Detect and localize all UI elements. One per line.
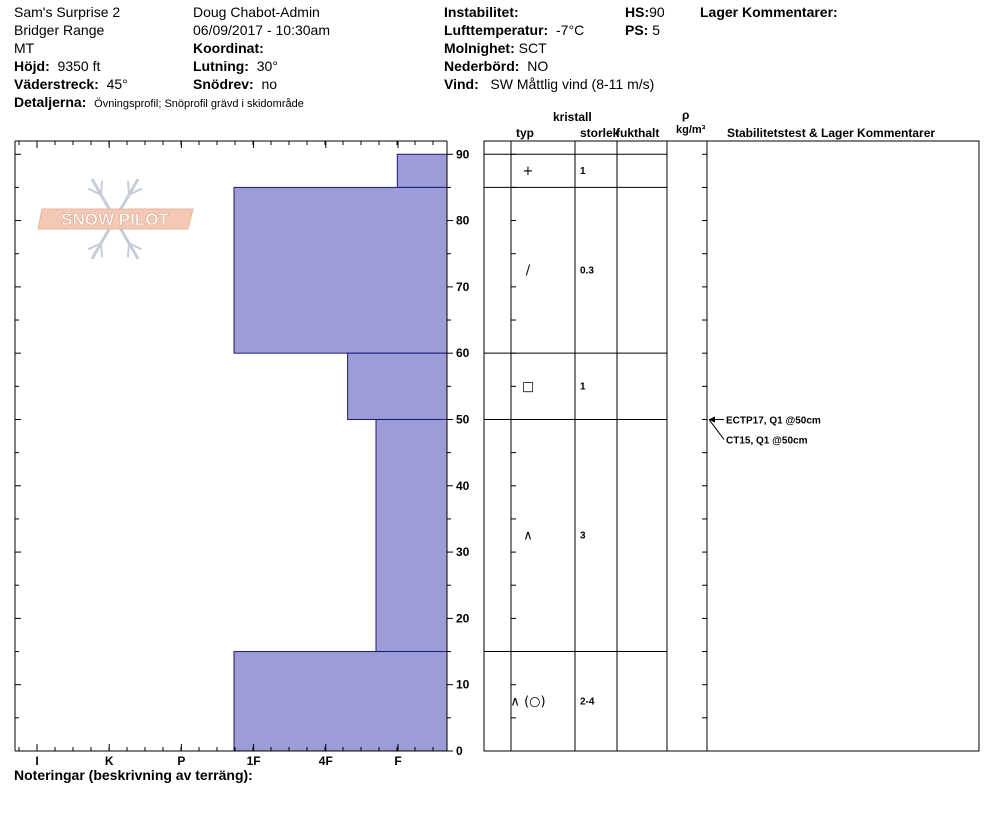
precip-label: Nederbörd: xyxy=(444,58,520,74)
col-density-unit: kg/m³ xyxy=(676,124,706,136)
slope-label: Lutning: xyxy=(193,58,249,74)
details-label: Detaljerna: xyxy=(14,94,87,110)
hardness-tick-label: P xyxy=(177,754,186,768)
hardness-layer-1 xyxy=(397,154,447,187)
hardness-layer-3 xyxy=(348,353,447,419)
stability-test-label: CT15, Q1 @50cm xyxy=(726,435,808,447)
grain-type-5: ∧ (○) xyxy=(510,694,546,710)
air-temp-value: -7°C xyxy=(556,22,585,38)
stability-test-label: ECTP17, Q1 @50cm xyxy=(726,415,821,427)
col-rho: ρ xyxy=(682,108,690,122)
hardness-layer-5 xyxy=(234,652,447,751)
hs-label: HS: xyxy=(625,4,650,20)
grain-size-4: 3 xyxy=(580,530,586,542)
state: MT xyxy=(14,40,35,56)
instability-label: Instabilitet: xyxy=(444,4,519,20)
depth-tick-label: 20 xyxy=(456,611,470,626)
test-pointer xyxy=(709,419,724,439)
elevation-value: 9350 ft xyxy=(57,58,101,74)
col-storlek: storlek xyxy=(580,126,620,140)
hardness-layers xyxy=(234,154,447,751)
hs-value: 90 xyxy=(649,4,665,20)
grain-size-2: 0.3 xyxy=(580,265,594,277)
grain-type-4: ∧ xyxy=(523,528,533,544)
depth-tick-label: 80 xyxy=(456,213,470,228)
stability-tests xyxy=(709,415,821,446)
col-kristall: kristall xyxy=(553,110,592,124)
depth-tick-label: 50 xyxy=(456,412,470,427)
hardness-tick-label: F xyxy=(394,754,402,768)
depth-tick-label: 90 xyxy=(456,147,470,162)
grain-type-3: □ xyxy=(521,379,535,395)
slope-value: 30° xyxy=(256,58,278,74)
details-value: Övningsprofil; Snöprofil grävd i skidområde xyxy=(94,98,304,110)
hardness-tick-label: K xyxy=(104,754,114,768)
grain-size-5: 2-4 xyxy=(580,696,595,708)
ps-value: 5 xyxy=(652,22,661,38)
range-name: Bridger Range xyxy=(14,22,105,38)
datetime: 06/09/2017 - 10:30am xyxy=(193,22,330,38)
aspect-label: Väderstreck: xyxy=(14,76,99,92)
observer: Doug Chabot-Admin xyxy=(193,4,320,20)
ps-label: PS: xyxy=(625,22,649,38)
depth-tick-label: 30 xyxy=(456,545,470,560)
site-name: Sam's Surprise 2 xyxy=(14,4,121,20)
hardness-tick-label: I xyxy=(35,754,39,768)
air-temp-label: Lufttemperatur: xyxy=(444,22,549,38)
depth-tick-label: 40 xyxy=(456,478,470,493)
grain-type-2: / xyxy=(525,263,531,279)
coordinate-label: Koordinat: xyxy=(193,40,264,56)
hardness-tick-label: 4F xyxy=(318,754,333,768)
snowflake-branch xyxy=(101,243,102,257)
depth-tick-label: 10 xyxy=(456,677,470,692)
wind-value: SW Måttlig vind (8-11 m/s) xyxy=(490,76,655,92)
test-arrowhead xyxy=(709,416,715,422)
elevation-label: Höjd: xyxy=(14,58,50,74)
logo-text: SNOW PILOT xyxy=(61,210,169,229)
grain-size-1: 1 xyxy=(580,165,586,177)
hardness-layer-4 xyxy=(376,419,447,651)
snowflake-branch xyxy=(128,181,129,195)
wind-label: Vind: xyxy=(444,76,479,92)
col-stability: Stabilitetstest & Lager Kommentarer xyxy=(727,126,936,140)
depth-tick-label: 0 xyxy=(456,744,463,758)
cloud-label: Molnighet: xyxy=(444,40,515,56)
grain-type-1: + xyxy=(522,163,534,179)
col-typ: typ xyxy=(516,126,534,140)
snowflake-branch xyxy=(101,181,102,195)
drift-label: Snödrev: xyxy=(193,76,254,92)
depth-tick-label: 70 xyxy=(456,279,470,294)
hardness-layer-2 xyxy=(234,187,447,353)
grain-size-3: 1 xyxy=(580,381,586,393)
cloud-value: SCT xyxy=(518,40,547,56)
hardness-tick-label: 1F xyxy=(246,754,261,768)
aspect-value: 45° xyxy=(106,76,128,92)
col-fukthalt: fukthalt xyxy=(616,126,660,140)
depth-tick-label: 60 xyxy=(456,346,470,361)
snowpilot-logo xyxy=(38,179,193,259)
snowflake-branch xyxy=(128,243,129,257)
precip-value: NO xyxy=(527,58,549,74)
terrain-notes-label: Noteringar (beskrivning av terräng): xyxy=(14,767,253,783)
layer-comments-label: Lager Kommentarer: xyxy=(700,4,838,20)
drift-value: no xyxy=(261,76,278,92)
